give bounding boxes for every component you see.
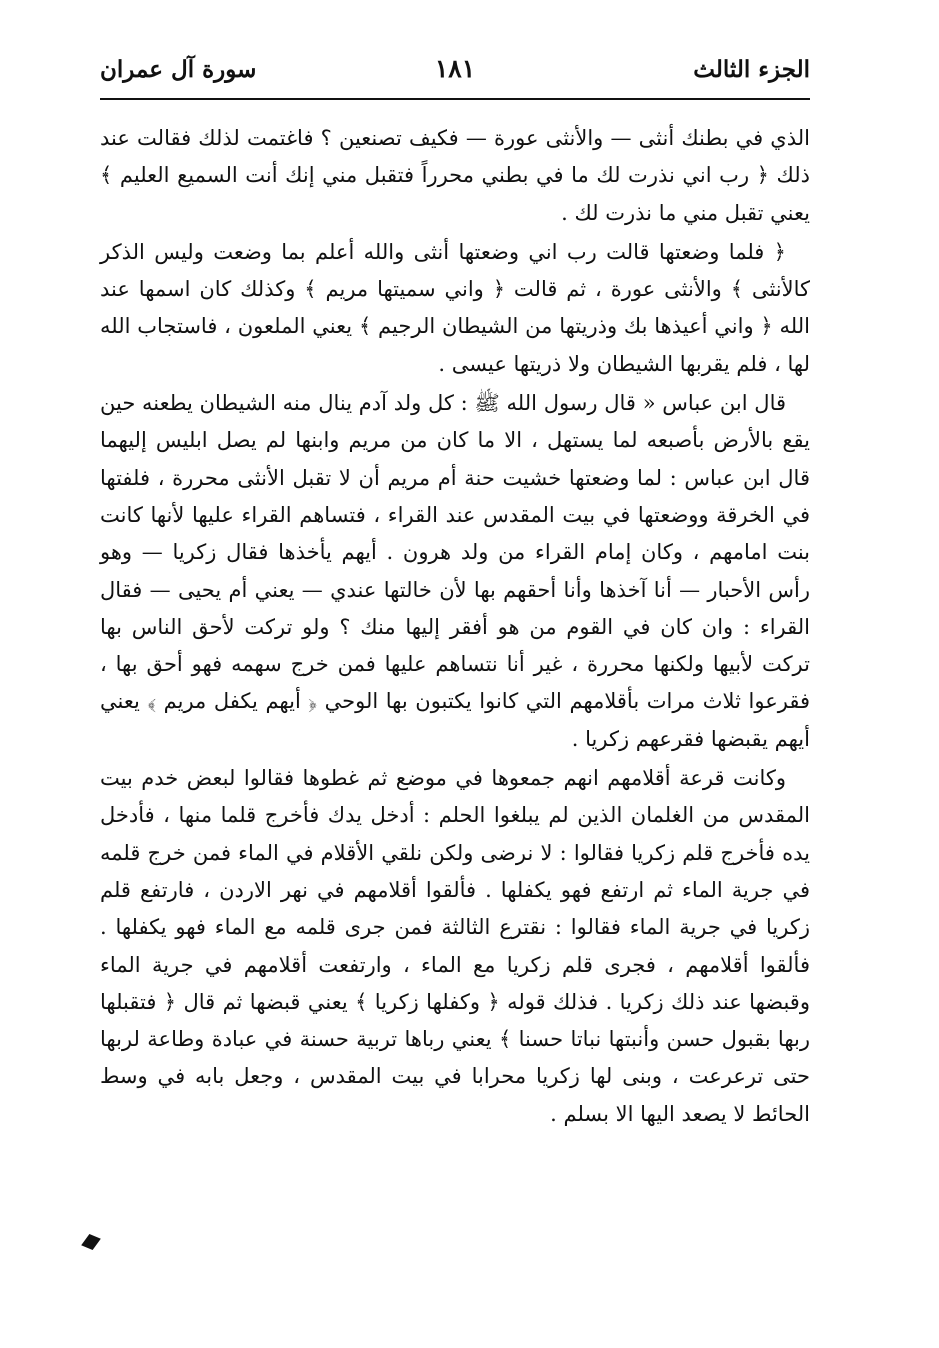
paragraph-text: وكانت قرعة أقلامهم انهم جمعوها في موضع ثم غطوها فقالوا لبعض خدم بيت المقدس من الغلمان الذين لم يبلغوا الحلم : أدخل يدك فأخرج قلما منها ، فأدخل يده فأخرج قلم زكريا فقالوا : لا نرضى ولكن نلقي الأقلام في الماء فمن خرج قلمه في جرية الماء ثم ارتفع فهو يكفلها . فألقوا أقلامهم في نهر الاردن ، فارتفع قلم زكريا في جرية الماء فقالوا : نقترع الثالثة فمن جرى قلمه مع الماء فهو يكفلها . فألقوا أقلامهم ، فجرى قلم زكريا مع الماء ، وارتفعت أقلامهم في جرية الماء وقبضها عند ذلك زكريا . فذلك قوله ﴿ وكفلها زكريا ﴾ يعني قبضها ثم قال ﴿ فتقبلها ربها بقبول حسن وأنبتها نباتا حسنا ﴾ يعني رباها تربية حسنة في عبادة وطاعة لربها حتى ترعرعت ، وبنى لها زكريا محرابا في بيت المقدس ، وجعل بابه في وسط الحائط لا يصعد اليها الا بسلم . — [100, 766, 810, 1126]
paragraph-2 — [100, 234, 810, 383]
page-number: ١٨١ — [434, 54, 476, 83]
paragraph-text: ﴿ فلما وضعتها قالت رب اني وضعتها أنثى والله أعلم بما وضعت وليس الذكر كالأنثى ﴾ والأنثى عورة ، ثم قالت ﴿ واني سميتها مريم ﴾ وكذلك كان اسمها عند الله ﴿ واني أعيذها بك وذريتها من الشيطان الرجيم ﴾ يعني الملعون ، فاستجاب الله لها ، فلم يقربها الشيطان ولا ذريتها عيسى . — [100, 239, 810, 376]
page-body — [100, 120, 810, 1133]
paragraph-4 — [100, 760, 810, 1133]
page-header — [100, 50, 810, 100]
paragraph-text: الذي في بطنك أنثى — والأنثى عورة — فكيف تصنعين ؟ فاغتمت لذلك فقالت عند ذلك ﴿ رب اني نذرت لك ما في بطني محرراً فتقبل مني إنك أنت السميع العليم ﴾ يعني تقبل مني ما نذرت لك . — [100, 126, 810, 225]
paragraph-text: قال ابن عباس « قال رسول الله ﷺ : كل ولد آدم ينال منه الشيطان يطعنه حين يقع بالأرض بأصبعه لما يستهل ، الا ما كان من مريم وابنها لم يصل ابليس إليهما قال ابن عباس : لما وضعتها خشيت حنة أم مريم أن لا تقبل الأنثى محررة ، فلفتها في الخرقة ووضعتها في بيت المقدس عند القراء ، فتساهم القراء عليها لأنها كانت بنت امامهم ، وكان إمام القراء من ولد هرون . أيهم يأخذها فقال زكريا — وهو رأس الأحبار — أنا آخذها وأنا أحقهم بها لأن خالتها عندي — يعني أم يحيى — فقال القراء : وان كان في القوم من هو أفقر إليها منك ؟ ولو تركت لأحق الناس بها تركت لأبيها ولكنها محررة ، غير أنا نتساهم عليها فمن خرج سهمه فهو أحق بها ، فقرعوا ثلاث مرات بأقلامهم التي كانوا يكتبون بها الوحي ﴿ أيهم يكفل مريم ﴾ يعني أيهم يقبضها فقرعهم زكريا . — [100, 391, 810, 751]
sura-title: سورة آل عمران — [100, 56, 257, 83]
page-corner-mark — [81, 1234, 101, 1250]
paragraph-3 — [100, 385, 810, 758]
juz-title: الجزء الثالث — [693, 56, 810, 83]
paragraph-1 — [100, 120, 810, 232]
